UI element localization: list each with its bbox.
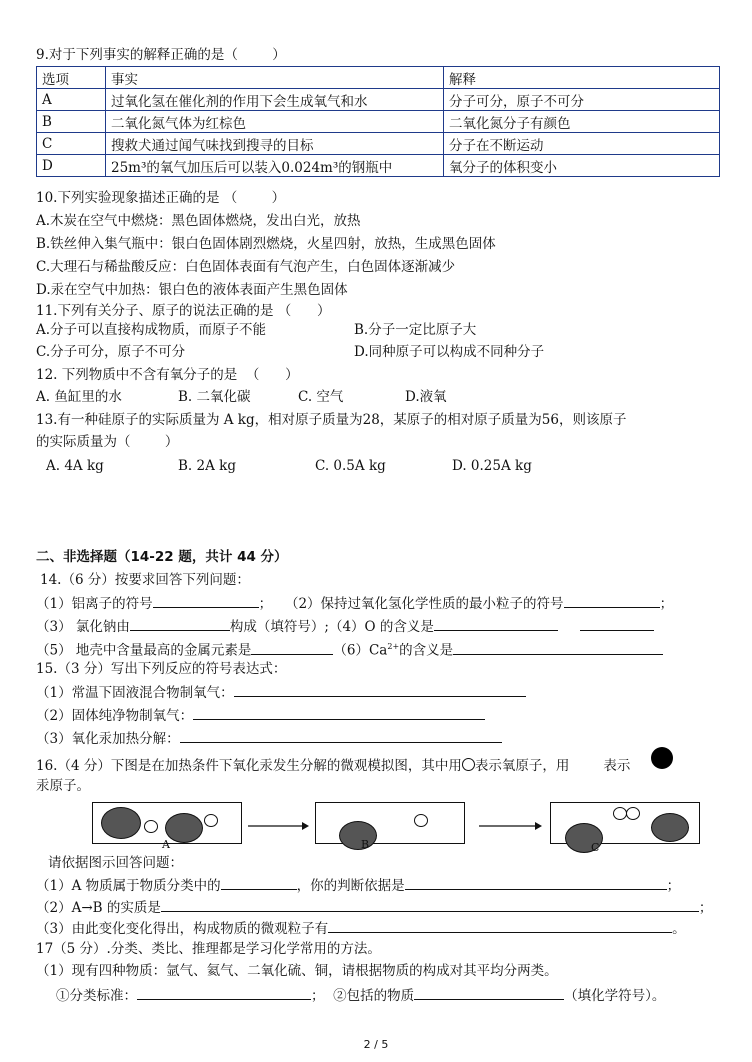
q14-line1 xyxy=(36,594,673,613)
q16-q3-label: （3）由此变化变化得出，构成物质的微观粒子有 xyxy=(36,921,329,937)
answer-blank[interactable] xyxy=(153,594,259,608)
q17-p2a: ①分类标准： xyxy=(56,988,137,1004)
table-cell: A xyxy=(37,89,106,111)
q15-item-3 xyxy=(36,729,502,748)
answer-blank[interactable] xyxy=(434,617,558,631)
q16-stem xyxy=(36,757,630,775)
answer-blank[interactable] xyxy=(414,986,564,1000)
oxygen-atom-icon xyxy=(144,820,158,833)
q11-option-c: C.分子可分，原子不可分 xyxy=(36,344,186,360)
table-cell: 分子可分，原子不可分 xyxy=(444,89,720,111)
box-label-c: C xyxy=(591,841,600,854)
q14-p6-sup: 2+ xyxy=(387,642,400,651)
answer-blank[interactable] xyxy=(405,876,667,890)
oxygen-atom-icon xyxy=(613,807,627,820)
box-label-a: A xyxy=(162,838,170,851)
q11-option-a: A.分子可以直接构成物质，而原子不能 xyxy=(36,322,267,338)
mercury-atom-icon xyxy=(651,747,673,769)
oxygen-atom-icon xyxy=(462,758,475,771)
q13-line2: 的实际质量为（ ） xyxy=(36,434,179,450)
table-cell: 分子在不断运动 xyxy=(444,133,720,155)
mercury-atom-icon xyxy=(651,813,689,842)
arrow-icon xyxy=(477,820,543,832)
answer-blank[interactable] xyxy=(564,594,660,608)
q17-p2c: （填化学符号）。 xyxy=(564,988,666,1004)
table-cell: 25m³的氧气加压后可以装入0.024m³的钢瓶中 xyxy=(106,155,444,177)
q10-option-c: C.大理石与稀盐酸反应：白色固体表面有气泡产生，白色固体逐渐减少 xyxy=(36,259,456,275)
oxygen-atom-icon xyxy=(626,807,640,820)
q14-p3b: 构成（填符号）;（4）O 的含义是 xyxy=(229,619,434,635)
table-cell: 二氧化氮气体为红棕色 xyxy=(106,111,444,133)
q16-q1 xyxy=(36,876,680,895)
q14-p6a: （6）Ca xyxy=(333,642,388,659)
table-cell: 搜救犬通过闻气味找到搜寻的目标 xyxy=(106,133,444,155)
table-row xyxy=(37,133,720,155)
q12-option-d: D.液氧 xyxy=(405,389,447,405)
answer-blank[interactable] xyxy=(234,683,526,697)
q16-stem-b: 表示氧原子，用 xyxy=(474,758,570,774)
mercury-atom-icon xyxy=(165,813,203,843)
q10-option-b: B.铁丝伸入集气瓶中：银白色固体剧烈燃烧，火星四射，放热，生成黑色固体 xyxy=(36,236,496,252)
q9-table xyxy=(36,66,720,177)
answer-blank[interactable] xyxy=(130,617,230,631)
q14-p3: （3） 氯化钠由 xyxy=(36,619,130,635)
answer-blank[interactable] xyxy=(193,706,485,720)
q9-stem: 9.对于下列事实的解释正确的是（ ） xyxy=(36,47,286,63)
table-cell: 二氧化氮分子有颜色 xyxy=(444,111,720,133)
q14-p6b: 的含义是 xyxy=(399,642,454,659)
q14-line2 xyxy=(36,617,654,636)
q10-option-a: A.木炭在空气中燃烧：黑色固体燃烧，发出白光，放热 xyxy=(36,213,361,229)
q17-stem: 17（5 分）.分类、类比、推理都是学习化学常用的方法。 xyxy=(36,941,381,957)
q16-q1-end: ； xyxy=(666,878,681,894)
q15-item-label: （2）固体纯净物制氧气： xyxy=(36,708,194,724)
mercury-atom-icon xyxy=(101,807,141,839)
answer-blank[interactable] xyxy=(137,986,311,1000)
q11-option-d: D.同种原子可以构成不同种分子 xyxy=(354,344,545,360)
header-cell: 选项 xyxy=(37,67,106,89)
table-cell: C xyxy=(37,133,106,155)
q17-p2 xyxy=(56,986,665,1005)
q15-item-label: （3）氧化汞加热分解： xyxy=(36,731,180,747)
q14-line3 xyxy=(36,638,663,660)
answer-blank[interactable] xyxy=(453,641,663,655)
table-row xyxy=(37,111,720,133)
q16-stem-c: 表示 xyxy=(603,758,631,774)
answer-blank[interactable] xyxy=(251,641,333,655)
q16-prompt: 请依据图示回答问题： xyxy=(48,855,183,871)
table-row xyxy=(37,89,720,111)
header-cell: 解释 xyxy=(444,67,720,89)
table-cell: D xyxy=(37,155,106,177)
diagram-box-b xyxy=(315,802,465,844)
q12-option-b: B. 二氧化碳 xyxy=(178,389,251,405)
answer-blank[interactable] xyxy=(328,919,672,933)
answer-blank[interactable] xyxy=(161,898,699,912)
q10-stem: 10.下列实验现象描述正确的是 （ ） xyxy=(36,190,286,206)
table-header-row xyxy=(37,67,720,89)
q14-p2-end: ； xyxy=(659,596,674,612)
q14-stem: 14.（6 分）按要求回答下列问题： xyxy=(40,572,250,588)
q14-p5: （5） 地壳中含量最高的金属元素是 xyxy=(36,642,252,659)
arrow-icon xyxy=(246,820,310,832)
table-row xyxy=(37,155,720,177)
q16-q1a: （1）A 物质属于物质分类中的 xyxy=(36,878,221,894)
answer-blank[interactable] xyxy=(221,876,297,890)
section-title: 二、非选择题（14-22 题，共计 44 分） xyxy=(36,549,288,565)
q15-item-label: （1）常温下固液混合物制氧气： xyxy=(36,685,234,701)
q13-line1: 13.有一种硅原子的实际质量为 A kg，相对原子质量为28，某原子的相对原子质量为56，则该原子 xyxy=(36,412,627,428)
q16-q3-end: 。 xyxy=(672,921,686,937)
q13-option-b: B. 2A kg xyxy=(178,458,236,474)
q16-q2 xyxy=(36,898,712,917)
q15-item-1 xyxy=(36,683,526,702)
q16-q3 xyxy=(36,919,686,938)
mercury-atom-icon xyxy=(339,821,377,850)
q12-option-a: A. 鱼缸里的水 xyxy=(36,389,122,405)
q17-p2b: ； ②包括的物质 xyxy=(311,988,415,1004)
oxygen-atom-icon xyxy=(414,814,428,827)
q16-stem-a: 16.（4 分）下图是在加热条件下氧化汞发生分解的微观模拟图，其中用 xyxy=(36,758,462,774)
q15-stem: 15.（3 分）写出下列反应的符号表达式： xyxy=(36,661,287,677)
header-cell: 事实 xyxy=(106,67,444,89)
table-cell: 过氧化氢在催化剂的作用下会生成氧气和水 xyxy=(106,89,444,111)
q16-q1b: ，你的判断依据是 xyxy=(296,878,405,894)
q13-option-a: A. 4A kg xyxy=(46,458,104,474)
q13-option-c: C. 0.5A kg xyxy=(315,458,386,474)
q12-stem: 12. 下列物质中不含有氧分子的是 （ ） xyxy=(36,367,299,383)
q12-option-c: C. 空气 xyxy=(298,389,344,405)
q13-option-d: D. 0.25A kg xyxy=(452,458,532,474)
answer-blank[interactable] xyxy=(180,729,502,743)
table-cell: 氧分子的体积变小 xyxy=(444,155,720,177)
q16-stem-line2: 汞原子。 xyxy=(36,778,90,794)
q16-q2-label: （2）A→B 的实质是 xyxy=(36,900,161,916)
box-label-b: B xyxy=(361,838,370,851)
q16-q2-end: ； xyxy=(698,900,713,916)
q15-item-2 xyxy=(36,706,485,725)
q17-p1: （1）现有四种物质：氩气、氦气、二氧化硫、铜，请根据物质的构成对其平均分两类。 xyxy=(36,963,558,979)
q11-option-b: B.分子一定比原子大 xyxy=(354,322,477,338)
q10-option-d: D.汞在空气中加热：银白色的液体表面产生黑色固体 xyxy=(36,282,348,298)
oxygen-atom-icon xyxy=(204,814,218,827)
page-number: 2 / 5 xyxy=(363,1038,389,1051)
q14-p1: （1）铝离子的符号 xyxy=(36,596,153,612)
answer-blank[interactable] xyxy=(580,617,654,631)
q14-p2: ； （2）保持过氧化氢化学性质的最小粒子的符号 xyxy=(258,596,564,612)
q11-stem: 11.下列有关分子、原子的说法正确的是 （ ） xyxy=(36,303,331,319)
table-cell: B xyxy=(37,111,106,133)
